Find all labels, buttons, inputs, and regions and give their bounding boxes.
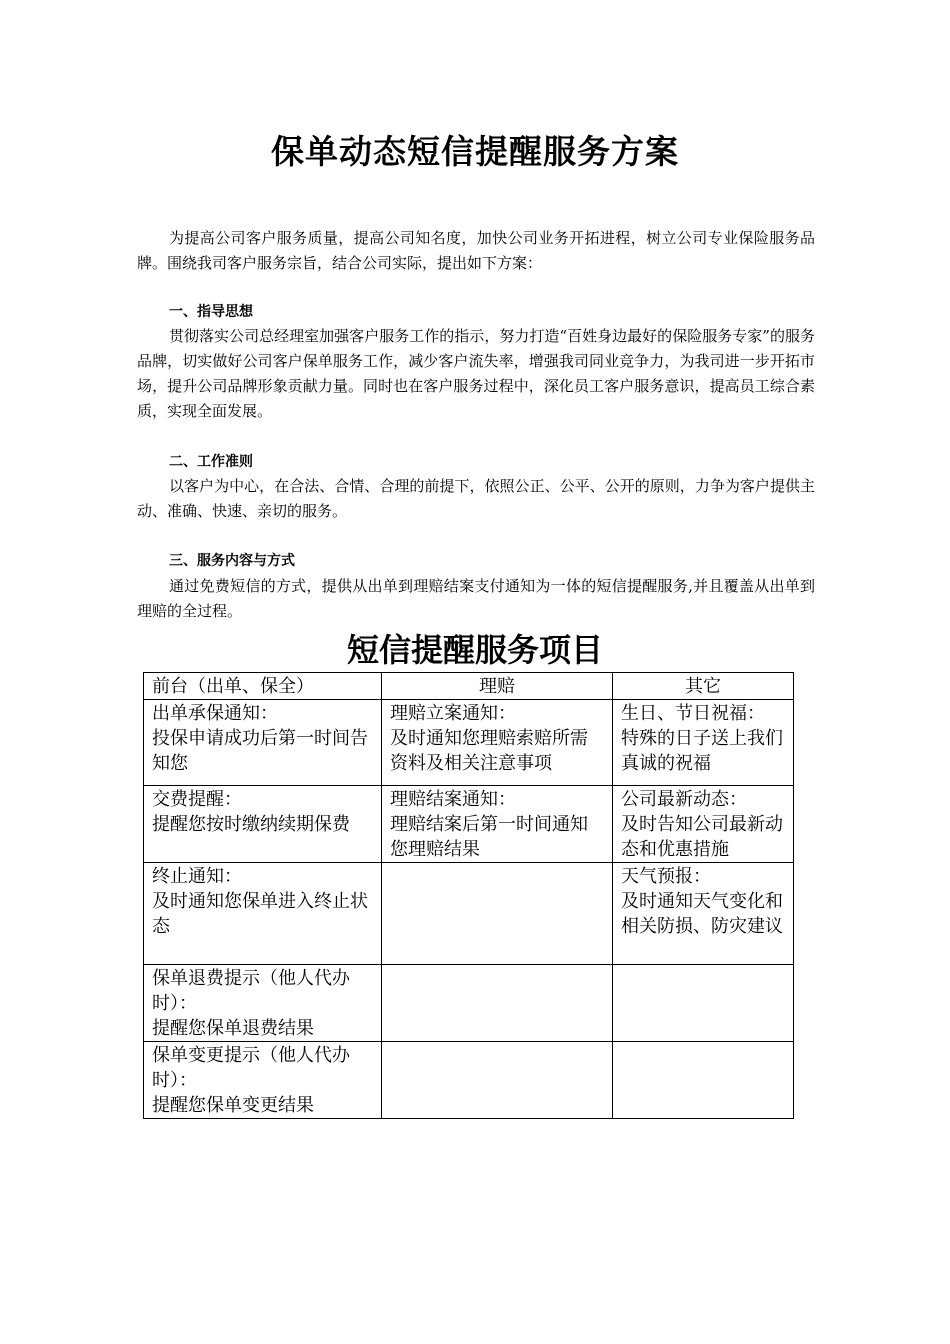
table-cell-empty bbox=[382, 965, 613, 1042]
section-heading-guiding-ideology: 一、指导思想 bbox=[169, 304, 253, 320]
cell-heading: 生日、节日祝福： bbox=[621, 703, 765, 724]
table-cell bbox=[144, 786, 382, 863]
cell-description: 及时告知公司最新动态和优惠措施 bbox=[621, 814, 783, 860]
table-row bbox=[144, 1042, 794, 1119]
table-cell bbox=[144, 965, 382, 1042]
table-cell-empty bbox=[613, 1042, 794, 1119]
cell-description: 提醒您保单退费结果 bbox=[152, 1018, 314, 1039]
table-row bbox=[144, 700, 794, 786]
section-body-guiding-ideology: 贯彻落实公司总经理室加强客户服务工作的指示，努力打造“百姓身边最好的保险服务专家”的服务品牌，切实做好公司客户保单服务工作，减少客户流失率，增强我司同业竞争力，为我司进一步开拓市场，提升公司品牌形象贡献力量。同时也在客户服务过程中，深化员工客户服务意识，提高员工综合素质，实现全面发展。 bbox=[137, 327, 815, 420]
table-cell-empty bbox=[613, 965, 794, 1042]
cell-description: 及时通知您理赔索赔所需资料及相关注意事项 bbox=[390, 728, 588, 774]
table-cell-empty bbox=[382, 863, 613, 965]
table-row bbox=[144, 863, 794, 965]
intro-paragraph: 为提高公司客户服务质量，提高公司知名度，加快公司业务开拓进程，树立公司专业保险服务品牌。围绕我司客户服务宗旨，结合公司实际，提出如下方案： bbox=[137, 229, 815, 272]
column-header-front-desk: 前台（出单、保全） bbox=[144, 673, 382, 700]
cell-heading: 天气预报： bbox=[621, 866, 711, 887]
section-heading-work-principles: 二、工作准则 bbox=[169, 454, 253, 470]
document-title: 保单动态短信提醒服务方案 bbox=[271, 132, 679, 171]
table-cell bbox=[613, 786, 794, 863]
table-cell-empty bbox=[382, 1042, 613, 1119]
cell-description: 及时通知天气变化和相关防损、防灾建议 bbox=[621, 891, 783, 937]
table-header-row bbox=[144, 673, 794, 700]
cell-description: 及时通知您保单进入终止状态 bbox=[152, 891, 368, 937]
section-heading-service-content: 三、服务内容与方式 bbox=[169, 553, 295, 569]
column-header-claims: 理赔 bbox=[382, 673, 613, 700]
cell-heading: 出单承保通知： bbox=[152, 703, 278, 724]
sms-service-table bbox=[143, 672, 794, 1119]
table-cell bbox=[613, 863, 794, 965]
table-row bbox=[144, 965, 794, 1042]
cell-heading: 保单退费提示（他人代办时）： bbox=[152, 968, 350, 1014]
table-cell bbox=[382, 700, 613, 786]
cell-heading: 理赔立案通知： bbox=[390, 703, 516, 724]
cell-heading: 公司最新动态： bbox=[621, 789, 747, 810]
cell-description: 提醒您保单变更结果 bbox=[152, 1095, 314, 1116]
cell-heading: 保单变更提示（他人代办时）： bbox=[152, 1045, 350, 1091]
table-cell bbox=[144, 863, 382, 965]
cell-heading: 理赔结案通知： bbox=[390, 789, 516, 810]
cell-description: 投保申请成功后第一时间告知您 bbox=[152, 728, 368, 774]
table-row bbox=[144, 786, 794, 863]
section-body-service-content: 通过免费短信的方式，提供从出单到理赔结案支付通知为一体的短信提醒服务,并且覆盖从出单到理赔的全过程。 bbox=[137, 577, 815, 620]
cell-description: 理赔结案后第一时间通知您理赔结果 bbox=[390, 814, 588, 860]
table-title: 短信提醒服务项目 bbox=[346, 631, 603, 669]
column-header-other: 其它 bbox=[613, 673, 794, 700]
section-body-work-principles: 以客户为中心，在合法、合情、合理的前提下，依照公正、公平、公开的原则，力争为客户提供主动、准确、快速、亲切的服务。 bbox=[137, 477, 815, 520]
table-cell bbox=[144, 1042, 382, 1119]
table-cell bbox=[613, 700, 794, 786]
cell-heading: 交费提醒： bbox=[152, 789, 242, 810]
table-cell bbox=[144, 700, 382, 786]
cell-heading: 终止通知： bbox=[152, 866, 242, 887]
cell-description: 特殊的日子送上我们真诚的祝福 bbox=[621, 728, 783, 774]
cell-description: 提醒您按时缴纳续期保费 bbox=[152, 814, 350, 835]
table-cell bbox=[382, 786, 613, 863]
